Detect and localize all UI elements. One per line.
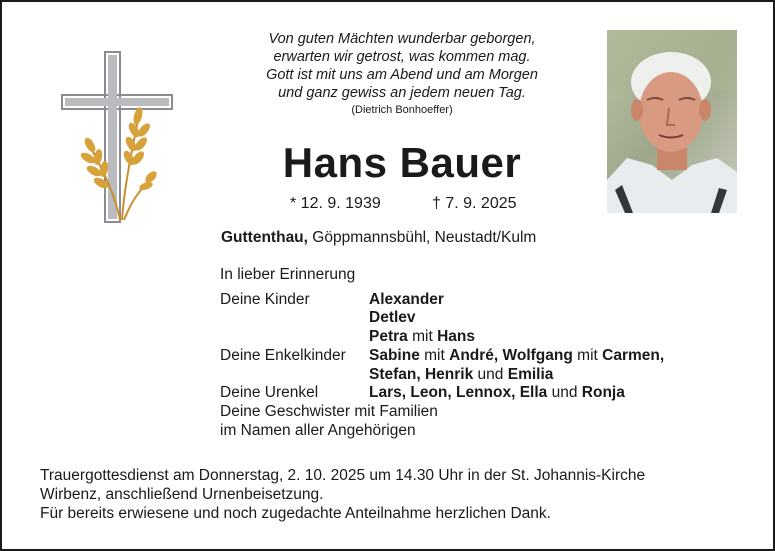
grandchild-name: Carmen, bbox=[602, 346, 665, 364]
grandchildren-row bbox=[220, 366, 664, 385]
residence bbox=[221, 228, 536, 248]
quote-line: Gott ist mit uns am Abend und am Morgen bbox=[266, 67, 538, 83]
deceased-name: Hans Bauer bbox=[282, 139, 522, 186]
children-row bbox=[220, 328, 664, 347]
residence-rest: Göppmannsbühl, Neustadt/Kulm bbox=[312, 229, 537, 246]
siblings-row bbox=[220, 403, 664, 422]
grandchild-name: Sabine bbox=[369, 346, 420, 364]
greatgrandchildren-row bbox=[220, 384, 664, 403]
grandchildren-row bbox=[220, 347, 664, 366]
greatgrandchildren-label: Deine Urenkel bbox=[220, 384, 319, 402]
grandchild-name: André, Wolfgang bbox=[449, 346, 573, 364]
cross-with-wheat-icon bbox=[60, 50, 175, 225]
intro-row bbox=[220, 266, 664, 285]
grandchildren-label: Deine Enkelkinder bbox=[220, 346, 346, 364]
relatives-text: im Namen aller Angehörigen bbox=[220, 421, 416, 439]
portrait-photo bbox=[607, 30, 737, 213]
connector: mit bbox=[577, 346, 598, 364]
greatgrandchild-names: Lars, Leon, Lennox, Ella bbox=[369, 384, 548, 402]
death-date: † 7. 9. 2025 bbox=[432, 195, 517, 212]
children-row bbox=[220, 291, 664, 310]
greatgrandchild-name: Ronja bbox=[581, 384, 625, 402]
quote-line: erwarten wir getrost, was kommen mag. bbox=[273, 49, 531, 65]
child-name: Alexander bbox=[369, 290, 444, 308]
grandchild-name: Emilia bbox=[507, 365, 554, 383]
relatives-row bbox=[220, 422, 664, 441]
intro-text: In lieber Erinnerung bbox=[220, 266, 356, 283]
residence-town: Guttenthau, bbox=[221, 229, 308, 246]
connector: mit bbox=[424, 346, 445, 364]
siblings-text: Deine Geschwister mit Familien bbox=[220, 402, 438, 420]
child-name: Detlev bbox=[369, 309, 416, 327]
quote-line: und ganz gewiss an jedem neuen Tag. bbox=[278, 85, 526, 101]
quote-author: (Dietrich Bonhoeffer) bbox=[351, 104, 453, 116]
child-name: Petra bbox=[369, 328, 408, 346]
partner-name: Hans bbox=[437, 328, 475, 346]
connector: und bbox=[551, 384, 578, 402]
service-info bbox=[40, 466, 740, 523]
thanks-line: Für bereits erwiesene und noch zugedachte Anteilnahme herzlichen Dank. bbox=[40, 505, 551, 522]
children-label: Deine Kinder bbox=[220, 290, 310, 308]
service-line: Trauergottesdienst am Donnerstag, 2. 10. 2025 um 14.30 Uhr in der St. Johannis-Kirche bbox=[40, 467, 646, 484]
children-row bbox=[220, 309, 664, 328]
connector: mit bbox=[412, 328, 433, 346]
memorial-quote bbox=[212, 30, 592, 118]
connector: und bbox=[477, 365, 504, 383]
grandchild-name: Stefan, Henrik bbox=[369, 365, 474, 383]
mourners-list bbox=[220, 266, 664, 440]
birth-date: * 12. 9. 1939 bbox=[290, 195, 381, 212]
service-line: Wirbenz, anschließend Urnenbeisetzung. bbox=[40, 486, 324, 503]
quote-line: Von guten Mächten wunderbar geborgen, bbox=[268, 31, 536, 47]
